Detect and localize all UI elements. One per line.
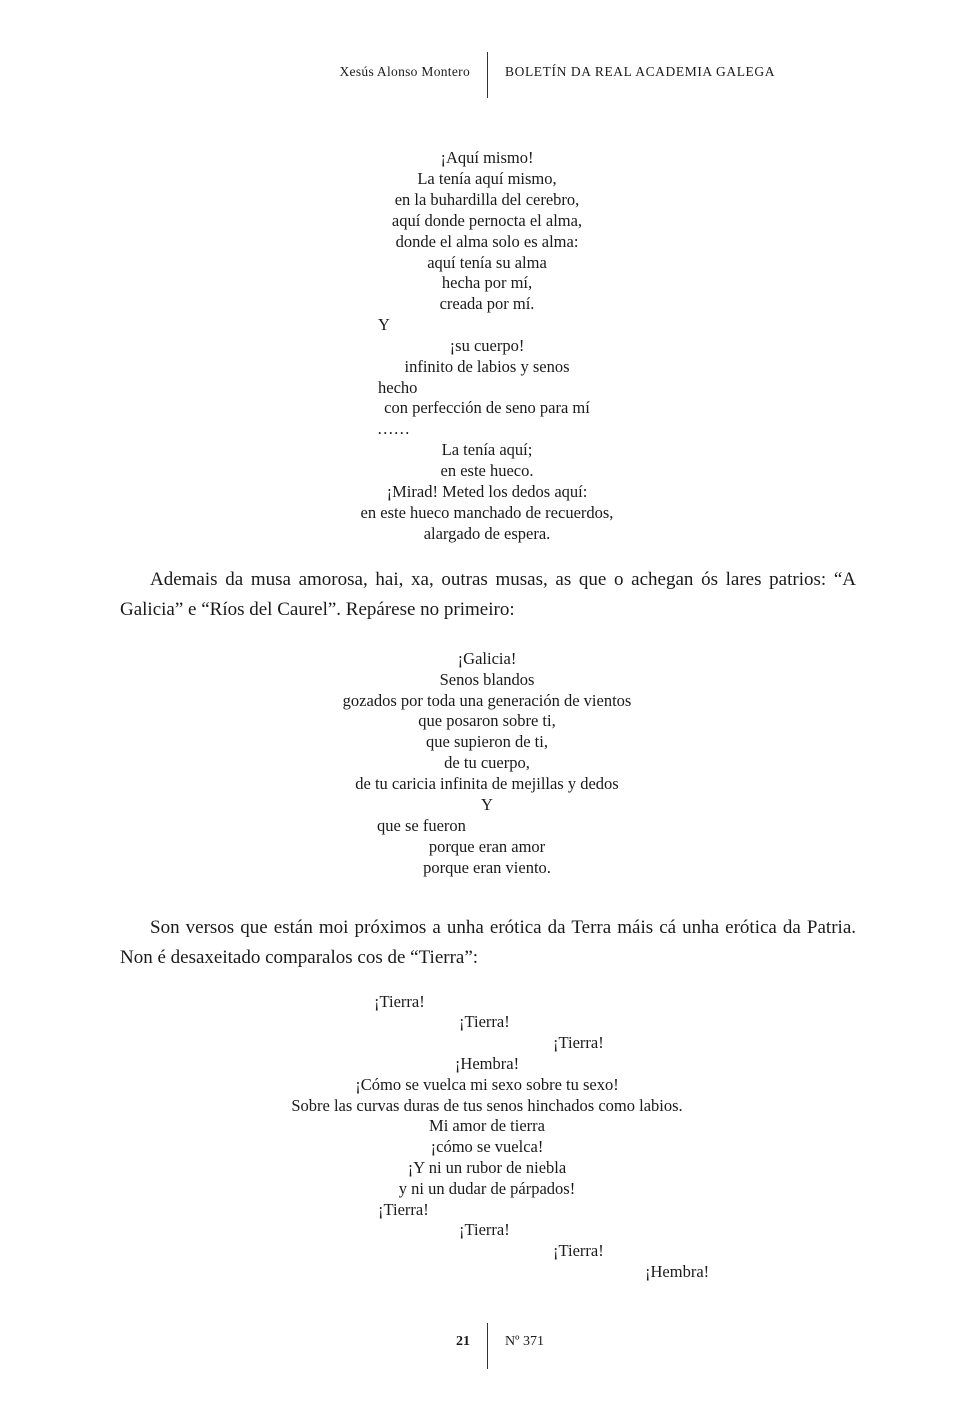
verse-line: de tu caricia infinita de mejillas y dedos [355, 774, 619, 793]
paragraph-text: Son versos que están moi próximos a unha erótica da Terra máis cá unha erótica da Patria. Non é desaxeitado comparalos cos de “Tierra”: [120, 917, 856, 968]
verse-line: en este hueco manchado de recuerdos, [360, 503, 614, 522]
verse-line: ¡Hembra! [454, 1054, 520, 1073]
verse-line: ¡Galicia! [457, 649, 517, 668]
verse-line: ¡su cuerpo! [449, 336, 525, 355]
verse-line: porque eran viento. [423, 858, 551, 877]
verse-line: ¡Tierra! [378, 1200, 429, 1219]
verse-line: que posaron sobre ti, [418, 711, 556, 730]
verse-line: ¡Aquí mismo! [440, 148, 534, 167]
verse-line: Senos blandos [439, 670, 535, 689]
verse-line: ¡Tierra! [553, 1241, 604, 1260]
verse-line: ¡cómo se vuelca! [430, 1137, 544, 1156]
issue-number: Nº 371 [505, 1334, 544, 1349]
verse-line: en este hueco. [440, 461, 534, 480]
verse-line: donde el alma solo es alma: [395, 232, 579, 251]
verse-line: que supieron de ti, [426, 732, 548, 751]
verse-line: La tenía aquí; [441, 440, 533, 459]
page-number: 21 [456, 1334, 470, 1349]
verse-line: en la buhardilla del cerebro, [394, 190, 580, 209]
header-journal-title: BOLETÍN DA REAL ACADEMIA GALEGA [505, 64, 776, 79]
paragraph-text: Ademais da musa amorosa, hai, xa, outras musas, as que o achegan ós lares patrios: “A Galicia” e “Ríos del Caurel”. Repárese no primeiro: [120, 569, 856, 620]
verse-line: ¡Cómo se vuelca mi sexo sobre tu sexo! [355, 1075, 619, 1094]
verse-line: infinito de labios y senos [404, 357, 570, 376]
body-paragraph-2 [120, 913, 856, 973]
verse-line: Sobre las curvas duras de tus senos hinchados como labios. [291, 1096, 683, 1115]
header-divider [487, 52, 488, 98]
verse-line: La tenía aquí mismo, [417, 169, 557, 188]
verse-line: aquí tenía su alma [427, 253, 547, 272]
verse-line: y ni un dudar de párpados! [398, 1179, 576, 1198]
verse-line: Y [481, 795, 493, 814]
verse-line: alargado de espera. [423, 524, 551, 543]
verse-line: de tu cuerpo, [444, 753, 530, 772]
verse-line: ¡Tierra! [459, 1220, 510, 1239]
verse-line: gozados por toda una generación de vientos [342, 691, 632, 710]
page-footer [0, 1323, 975, 1369]
body-paragraph-1 [120, 565, 856, 625]
verse-line: aquí donde pernocta el alma, [391, 211, 583, 230]
verse-line: ¡Tierra! [459, 1012, 510, 1031]
verse-line: ¡Hembra! [645, 1262, 710, 1281]
verse-line: ¡Tierra! [374, 992, 425, 1011]
verse-line: creada por mí. [439, 294, 535, 313]
verse-line: hecha por mí, [441, 273, 533, 292]
verse-line: ¡Y ni un rubor de niebla [407, 1158, 567, 1177]
verse-line: porque eran amor [428, 837, 546, 856]
verse-line: ¡Mirad! Meted los dedos aquí: [386, 482, 588, 501]
verse-line: Y [378, 315, 390, 334]
verse-line: que se fueron [377, 816, 466, 835]
footer-divider [487, 1323, 488, 1369]
verse-line: ¡Tierra! [553, 1033, 604, 1052]
running-header [0, 52, 975, 98]
verse-ellipsis: …… [377, 419, 410, 438]
verse-line: con perfección de seno para mí [384, 398, 590, 417]
header-author: Xesús Alonso Montero [339, 64, 470, 79]
verse-line: Mi amor de tierra [429, 1116, 545, 1135]
verse-line: hecho [378, 378, 418, 397]
